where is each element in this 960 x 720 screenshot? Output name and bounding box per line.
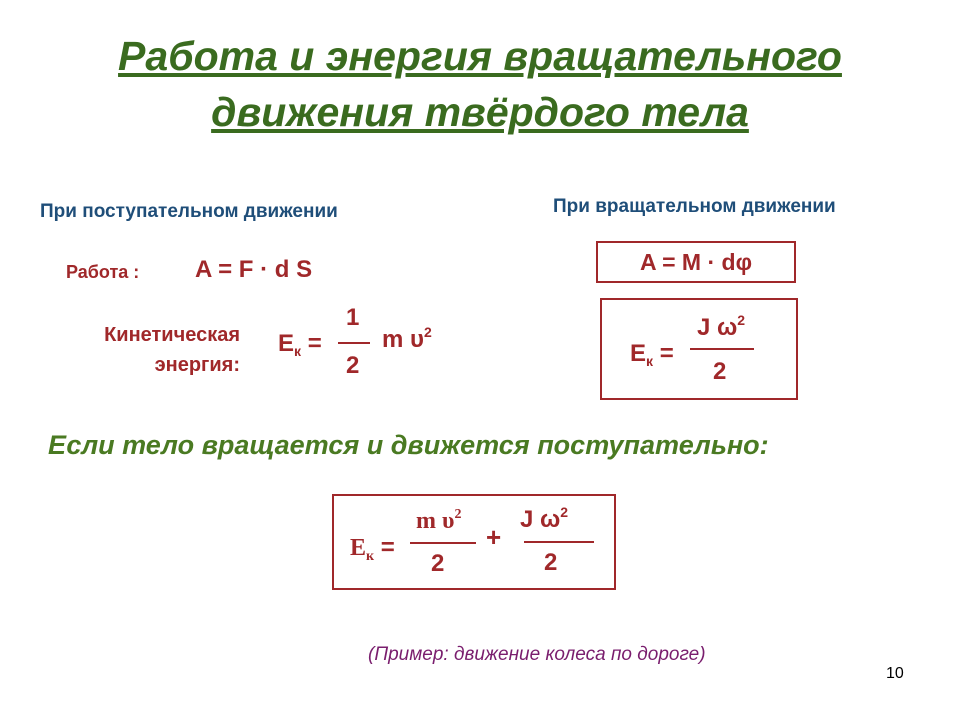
page-number: 10	[886, 665, 904, 682]
combined-num1: m υ	[416, 508, 455, 534]
slide-title	[0, 28, 960, 140]
translational-heading: При поступательном движении	[40, 201, 338, 222]
combined-sup2: 2	[560, 504, 569, 520]
combined-den-1: 2	[431, 550, 445, 577]
fraction-bar	[524, 541, 594, 543]
ke-translational-lhs	[278, 330, 322, 358]
combined-E: E	[350, 535, 367, 561]
ke-eq: =	[307, 330, 322, 357]
work-label: Работа :	[66, 262, 140, 282]
combined-sup1: 2	[454, 507, 462, 522]
fraction-bar	[690, 348, 754, 350]
fraction-bar	[338, 342, 370, 344]
ke-rot-sub: к	[646, 353, 654, 369]
ke-E: E	[278, 330, 295, 357]
combined-plus: +	[486, 522, 502, 552]
rotational-heading: При вращательном движении	[553, 196, 836, 217]
ke-translational-den: 2	[346, 352, 360, 379]
title-line-2: движения твёрдого тела	[211, 89, 749, 135]
ke-label-line-2: энергия:	[154, 354, 240, 376]
ke-sub: к	[294, 343, 302, 359]
ke-rot-num: J ω	[697, 314, 738, 341]
ke-rotational-num	[697, 314, 745, 342]
combined-lhs	[350, 534, 395, 562]
ke-m: m υ	[382, 326, 424, 353]
combined-den-2: 2	[544, 549, 558, 576]
ke-rot-E: E	[630, 340, 647, 367]
ke-rot-eq: =	[659, 340, 674, 367]
ke-translational-num: 1	[346, 304, 360, 331]
example-note: (Пример: движение колеса по дороге)	[368, 644, 706, 665]
ke-rot-sup: 2	[737, 312, 746, 328]
combined-num2: J ω	[520, 506, 561, 533]
combined-num-2	[520, 506, 568, 534]
ke-sup: 2	[423, 324, 432, 340]
ke-rotational-den: 2	[713, 358, 727, 385]
work-formula-rotational-box	[596, 241, 796, 283]
fraction-bar	[410, 542, 476, 544]
combined-eq: =	[380, 534, 395, 561]
ke-label	[60, 320, 240, 380]
ke-translational-mv	[382, 326, 432, 354]
combined-sub: к	[366, 549, 375, 564]
work-formula-translational: A = F · d S	[195, 256, 313, 283]
ke-rotational-lhs	[630, 340, 674, 368]
title-line-1: Работа и энергия вращательного	[118, 33, 842, 79]
combined-heading: Если тело вращается и движется поступательно:	[48, 430, 769, 460]
ke-label-line-1: Кинетическая	[104, 324, 240, 346]
work-formula-rotational: A = M · dφ	[639, 249, 753, 275]
combined-num-1	[416, 508, 461, 535]
